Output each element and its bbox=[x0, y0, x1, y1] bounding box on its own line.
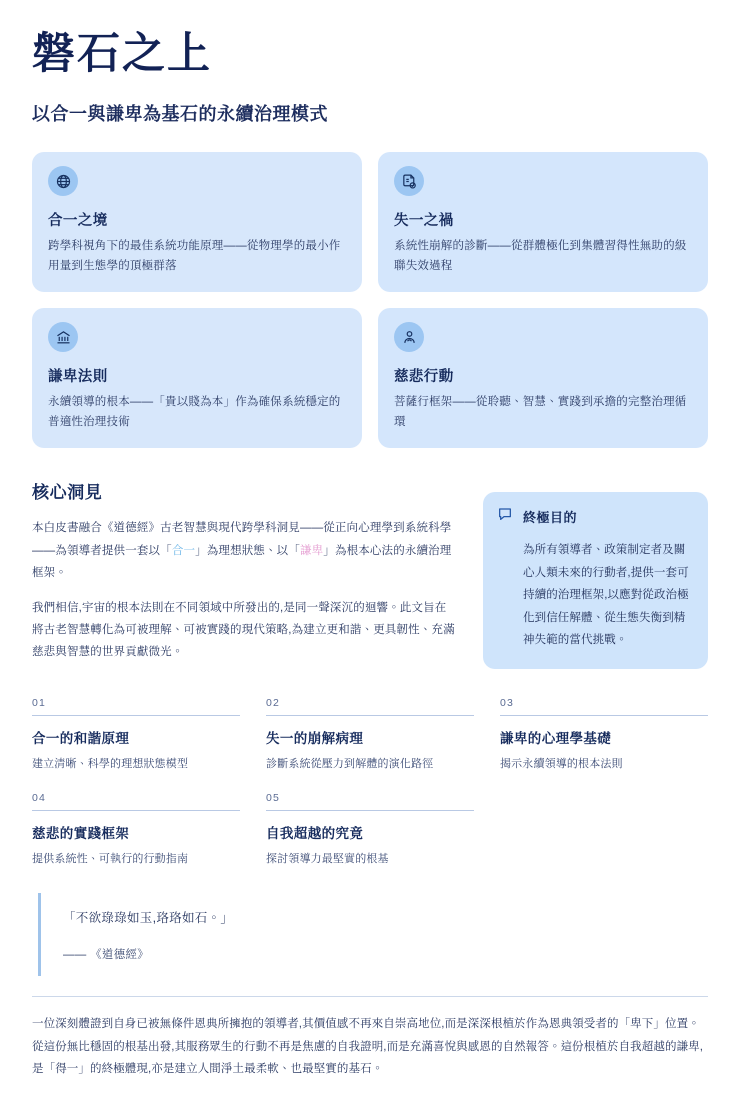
core-insight-paragraph-1 bbox=[32, 517, 457, 584]
quote-text: 「不欲琭琭如玉,珞珞如石。」 bbox=[63, 910, 234, 925]
bank-building-icon bbox=[48, 322, 78, 352]
ultimate-purpose-title: 終極目的 bbox=[523, 510, 578, 526]
page-title: 磐石之上 bbox=[32, 30, 212, 78]
feature-card-title: 慈悲行動 bbox=[394, 369, 454, 386]
insight-text-a: 本白皮書融合《道德經》古老智慧與現代跨學科洞見——從正向心理學到系統科學——為領導者提供一套以「 bbox=[32, 522, 452, 557]
chapter-title: 合一的和諧原理 bbox=[32, 731, 130, 747]
feature-card-description: 永續領導的根本——「貴以賤為本」作為確保系統穩定的普適性治理技術 bbox=[48, 396, 341, 428]
core-insight-text-column bbox=[32, 478, 457, 664]
feature-card-unity[interactable] bbox=[32, 152, 362, 292]
feature-card-title: 謙卑法則 bbox=[48, 369, 108, 386]
globe-network-icon bbox=[48, 166, 78, 196]
section-title-core-insight: 核心洞見 bbox=[32, 483, 103, 503]
person-heart-icon bbox=[394, 322, 424, 352]
quote-source: —— 《道德經》 bbox=[63, 949, 150, 962]
highlight-humility: 謙卑 bbox=[299, 544, 324, 557]
chapter-divider bbox=[32, 715, 240, 716]
chapter-description: 診斷系統從壓力到解體的演化路徑 bbox=[266, 758, 434, 771]
chapter-description: 探討領導力最堅實的根基 bbox=[266, 853, 389, 866]
feature-card-grid bbox=[32, 152, 708, 448]
feature-card-compassion[interactable] bbox=[378, 308, 708, 448]
chapter-title: 謙卑的心理學基礎 bbox=[500, 731, 612, 747]
closing-divider bbox=[32, 996, 708, 997]
chapter-description: 揭示永續領導的根本法則 bbox=[500, 758, 623, 771]
chapter-number: 05 bbox=[266, 792, 281, 805]
chapter-number: 02 bbox=[266, 697, 281, 710]
highlight-unity: 合一 bbox=[171, 544, 196, 557]
chapter-item-empty bbox=[500, 790, 708, 869]
chapter-item[interactable] bbox=[500, 695, 708, 774]
chapter-divider bbox=[266, 810, 474, 811]
chapter-number: 03 bbox=[500, 697, 515, 710]
chapter-number: 01 bbox=[32, 697, 47, 710]
chapter-title: 失一的崩解病理 bbox=[266, 731, 364, 747]
insight-text-b: 」為理想狀態、以「 bbox=[195, 544, 300, 557]
chapter-divider bbox=[266, 715, 474, 716]
core-insight-paragraph-2: 我們相信,宇宙的根本法則在不同領域中所發出的,是同一聲深沉的迴響。此文旨在將古老智慧轉化為可被理解、可被實踐的現代策略,為建立更和諧、更具韌性、充滿慈悲與智慧的世界貢獻微光。 bbox=[32, 601, 455, 659]
ultimate-purpose-box bbox=[483, 492, 708, 669]
feature-card-description: 菩薩行框架——從聆聽、智慧、實踐到承擔的完整治理循環 bbox=[394, 396, 687, 428]
feature-card-description: 系統性崩解的診斷——從群體極化到集體習得性無助的級聯失效過程 bbox=[394, 240, 687, 272]
chapter-item[interactable] bbox=[266, 790, 474, 869]
core-insight-section bbox=[32, 478, 708, 669]
chapter-description: 建立清晰、科學的理想狀態模型 bbox=[32, 758, 189, 771]
chapter-item[interactable] bbox=[32, 790, 240, 869]
insight-text-c: 」為根本心法的永續治理框架。 bbox=[32, 544, 452, 580]
closing-paragraph: 一位深刻體證到自身已被無條件恩典所擁抱的領導者,其價值感不再來自崇高地位,而是深深根植於作為恩典領受者的「卑下」位置。從這份無比穩固的根基出發,其服務眾生的行動不再是焦慮的自我證明,而是充滿喜悅與感恩的自然報答。這份根植於自我超越的謙卑,是「得一」的終極體現,亦是建立人間淨土最柔軟、也最堅實的基石。 bbox=[32, 1018, 704, 1076]
feature-card-title: 合一之境 bbox=[48, 213, 108, 230]
feature-card-description: 跨學科視角下的最佳系統功能原理——從物理學的最小作用量到生態學的頂極群落 bbox=[48, 240, 341, 272]
ultimate-purpose-header bbox=[497, 506, 692, 527]
feature-card-humility[interactable] bbox=[32, 308, 362, 448]
page-subtitle: 以合一與謙卑為基石的永續治理模式 bbox=[32, 104, 328, 125]
ultimate-purpose-body: 為所有領導者、政策制定者及關心人類未來的行動者,提供一套可持續的治理框架,以應對從政治極化到信任解體、從生態失衡到精神失範的當代挑戰。 bbox=[523, 544, 689, 647]
chapter-number: 04 bbox=[32, 792, 47, 805]
chapter-item[interactable] bbox=[266, 695, 474, 774]
chapter-title: 慈悲的實踐框架 bbox=[32, 826, 130, 842]
chapter-title: 自我超越的究竟 bbox=[266, 826, 364, 842]
note-message-icon bbox=[497, 506, 513, 527]
chapter-divider bbox=[500, 715, 708, 716]
feature-card-title: 失一之禍 bbox=[394, 213, 454, 230]
feature-card-fracture[interactable] bbox=[378, 152, 708, 292]
chapter-description: 提供系統性、可執行的行動指南 bbox=[32, 853, 189, 866]
chapter-divider bbox=[32, 810, 240, 811]
chapter-item[interactable] bbox=[32, 695, 240, 774]
document-check-icon bbox=[394, 166, 424, 196]
chapter-grid bbox=[32, 695, 708, 868]
pull-quote bbox=[38, 893, 708, 977]
